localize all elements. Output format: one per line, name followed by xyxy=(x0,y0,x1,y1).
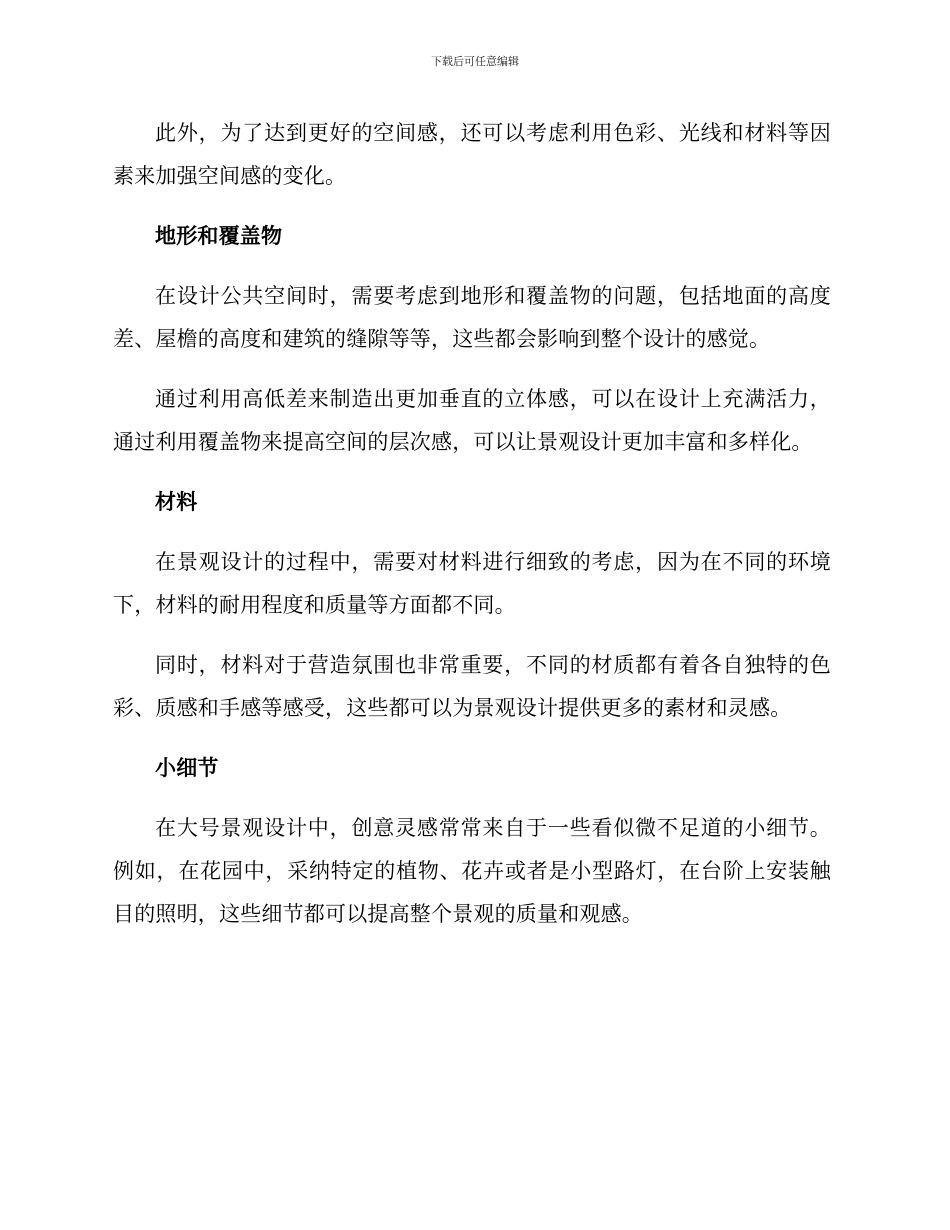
paragraph-material-atmosphere: 同时，材料对于营造氛围也非常重要，不同的材质都有着各自独特的色彩、质感和手感等感受，这些都可以为景观设计提供更多的素材和灵感。 xyxy=(113,653,831,720)
heading-small-details: 小细节 xyxy=(155,756,219,780)
paragraph-terrain-design: 在设计公共空间时，需要考虑到地形和覆盖物的问题，包括地面的高度差、屋檐的高度和建筑的缝隙等等，这些都会影响到整个设计的感觉。 xyxy=(113,284,831,351)
paragraph-elevation-layers: 通过利用高低差来制造出更加垂直的立体感，可以在设计上充满活力，通过利用覆盖物来提高空间的层次感，可以让景观设计更加丰富和多样化。 xyxy=(113,387,831,454)
page-header: 下载后可任意编辑 xyxy=(431,55,519,68)
heading-materials: 材料 xyxy=(155,490,198,514)
document-body xyxy=(113,112,831,936)
paragraph-material-consideration: 在景观设计的过程中，需要对材料进行细致的考虑，因为在不同的环境下，材料的耐用程度和质量等方面都不同。 xyxy=(113,550,831,617)
paragraph-small-details: 在大号景观设计中，创意灵感常常来自于一些看似微不足道的小细节。例如，在花园中，采纳特定的植物、花卉或者是小型路灯，在台阶上安装触目的照明，这些细节都可以提高整个景观的质量和观感。 xyxy=(113,816,831,926)
paragraph-space-perception: 此外，为了达到更好的空间感，还可以考虑利用色彩、光线和材料等因素来加强空间感的变化。 xyxy=(113,121,831,188)
heading-terrain-and-cover: 地形和覆盖物 xyxy=(155,224,283,248)
